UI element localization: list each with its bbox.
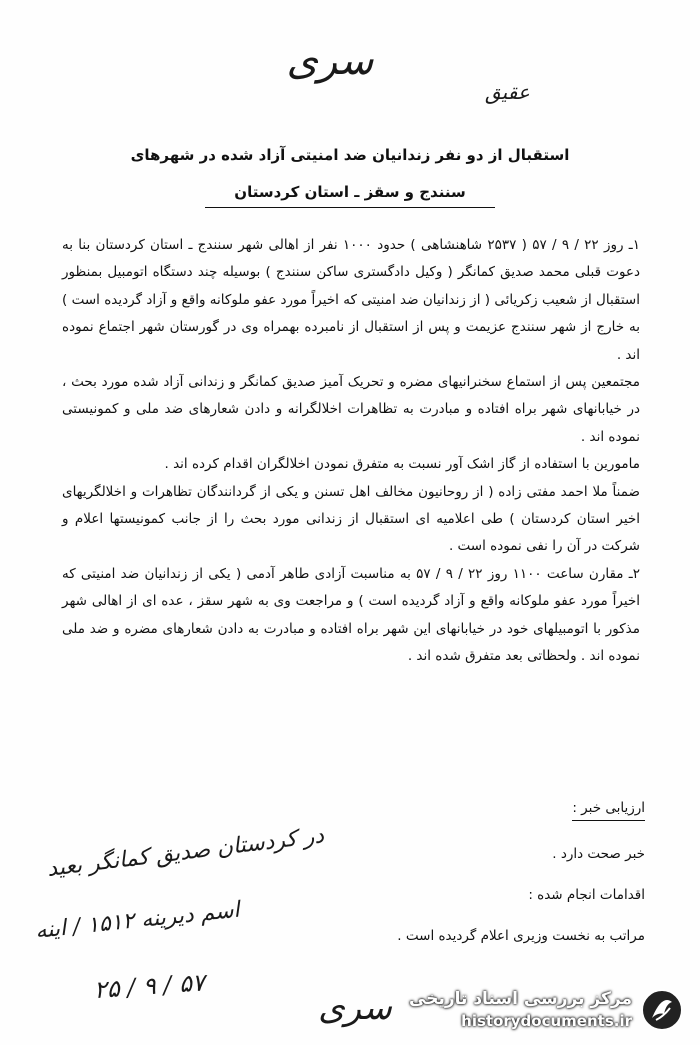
handwritten-date-note: ۵۷ / ۹ / ۲۵ bbox=[92, 968, 206, 1005]
body-paragraph: مامورین با استفاده از گاز اشک آور نسبت به متفرق نمودن اخلالگران اقدام کرده اند . bbox=[164, 456, 640, 473]
document-title: استقبال از دو نفر زندانیان ضد امنیتی آزاد شده در شهرهای bbox=[130, 146, 570, 164]
document-subtitle: سنندج و سقز ـ استان کردستان bbox=[234, 183, 466, 201]
archive-watermark bbox=[409, 985, 690, 1035]
assessment-label: ارزیابی خبر : bbox=[572, 800, 645, 821]
body-paragraph: ۱ـ روز ۲۲ / ۹ / ۵۷ ( ۲۵۳۷ شاهنشاهی ) حدود ۱۰۰۰ نفر از اهالی شهر سنندج ـ استان کردستان بنا به دعوت قبلی محمد صدیق کمانگر ( وکیل دادگستری ساکن سنندج ) بوسیله چند دستگاه اتومبیل بمنظور استقبال از شعیب زکریائی ( از زندانیان ضد امنیتی که اخیراً مورد عفو ملوکانه واقع و آزاد گردیده است ) به خارج از شهر سنندج عزیمت و پس از استقبال از نامبرده بهمراه وی در گورستان شهر اجتماع نموده اند . bbox=[62, 237, 640, 363]
classification-stamp-top: سری bbox=[286, 38, 374, 84]
watermark-url: historydocuments.ir bbox=[461, 1012, 632, 1030]
veracity-label: خبر صحت دارد . bbox=[552, 846, 645, 862]
body-paragraph: مجتمعین پس از استماع سخنرانیهای مضره و تحریک آمیز صدیق کمانگر و زندانی آزاد شده مورد بحث ، در خیابانهای شهر براه افتاده و مبادرت به تظاهرات اخلالگرانه و دادن شعارهای ضد ملی و کمونیستی نموده اند . bbox=[62, 374, 640, 445]
actions-label: اقدامات انجام شده : bbox=[528, 887, 645, 903]
classification-stamp-bottom: سری bbox=[318, 988, 392, 1028]
handwritten-note-top: عقیق bbox=[485, 80, 530, 104]
watermark-name: مرکز بررسی اسناد تاریخی bbox=[409, 989, 632, 1009]
evaluation-block bbox=[370, 800, 645, 928]
body-paragraph: ضمناً ملا احمد مفتی زاده ( از روحانیون مخالف اهل تسنن و یکی از گردانندگان تظاهرات و اخلالگریهای اخیر استان کردستان ) طی اعلامیه ای استقبال از زندانی مورد بحث را از جانب کمونیستها اعلام و شرکت در آن را نفی نموده است . bbox=[62, 483, 640, 555]
title-underline bbox=[205, 207, 495, 208]
report-body bbox=[62, 232, 640, 671]
handwritten-margin-note: در کردستان صدیق کمانگر بعید bbox=[45, 823, 326, 882]
handwritten-margin-note: اسم دیرینه ۱۵۱۲ / اینه bbox=[34, 897, 241, 944]
archive-seal-icon bbox=[640, 988, 684, 1032]
footer-statement: مراتب به نخست وزیری اعلام گردیده است . bbox=[397, 928, 645, 944]
body-paragraph: ۲ـ مقارن ساعت ۱۱۰۰ روز ۲۲ / ۹ / ۵۷ به مناسبت آزادی طاهر آدمی ( یکی از زندانیان ضد امنیتی که اخیراً مورد عفو ملوکانه واقع و آزاد گردیده است ) و مراجعت وی به شهر سقز ، عده ای از اهالی شهر مذکور با اتومبیلهای خود در خیابانهای این شهر براه افتاده و مبادرت به دادن شعارهای مضره و ضد ملی نموده اند . ولحظاتی بعد متفرق شده اند . bbox=[62, 565, 641, 665]
